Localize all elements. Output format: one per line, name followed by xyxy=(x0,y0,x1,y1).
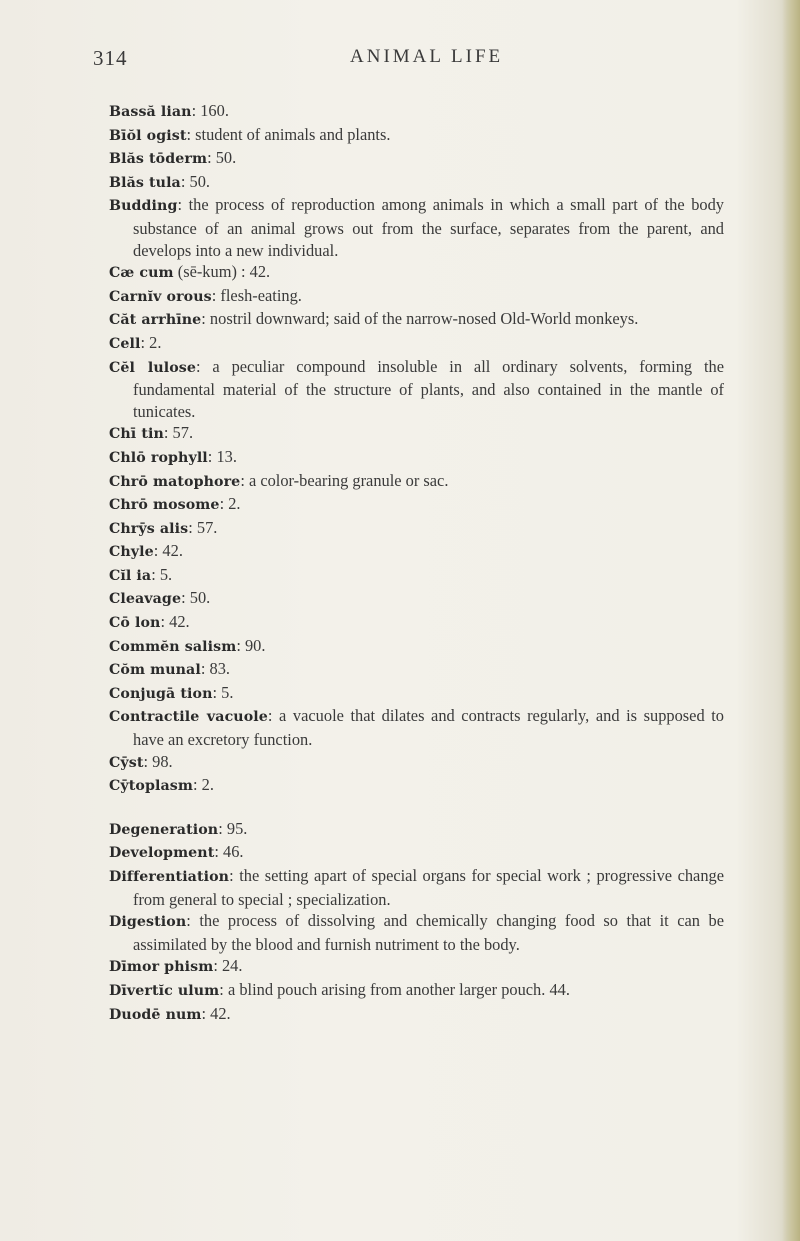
glossary-entry xyxy=(109,517,724,541)
entry-term: Differentiation xyxy=(109,869,230,885)
entry-term: Blăs tula xyxy=(109,174,181,191)
glossary-entry xyxy=(109,658,724,682)
glossary-entry xyxy=(109,587,724,611)
entry-definition: : 57. xyxy=(188,517,218,537)
glossary-entry xyxy=(109,955,724,979)
entry-definition: : 46. xyxy=(214,842,244,862)
entry-term: Dīmor phism xyxy=(109,959,214,976)
entry-term: Digestion xyxy=(109,914,187,931)
entry-term: Dīvertĭc ulum xyxy=(109,982,220,999)
entry-definition: : a vacuole that dilates and contracts regularly, and is supposed to have an excretory function. xyxy=(133,706,724,750)
glossary-entries xyxy=(109,100,724,1026)
entry-term: Blăs tōderm xyxy=(109,151,208,168)
entry-term: Cȳst xyxy=(109,754,144,771)
glossary-entry xyxy=(109,979,724,1003)
entry-term: Conjugā tion xyxy=(109,685,213,702)
entry-term: Budding xyxy=(109,198,178,215)
entry-term: Căt arrhīne xyxy=(109,312,202,329)
entry-term: Cȳtoplasm xyxy=(109,778,193,795)
entry-definition: : 42. xyxy=(201,1003,231,1023)
entry-definition: : 160. xyxy=(191,101,229,120)
glossary-entry xyxy=(109,332,724,356)
glossary-entry xyxy=(109,100,724,124)
glossary-entry xyxy=(109,818,724,842)
entry-definition: : 50. xyxy=(180,171,210,191)
glossary-entry xyxy=(109,308,724,332)
entry-term: Degeneration xyxy=(109,821,219,838)
glossary-entry xyxy=(109,564,724,588)
page-header xyxy=(0,46,800,76)
entry-definition: : 5. xyxy=(151,564,173,584)
entry-term: Cō lon xyxy=(109,615,161,632)
entry-term: Cell xyxy=(109,335,141,352)
entry-term: Bīŏl ogist xyxy=(109,127,187,144)
entry-term: Contractile vacuole xyxy=(109,709,268,726)
page-edge-shadow xyxy=(782,0,800,1241)
entry-term: Chrō mosome xyxy=(109,497,220,514)
entry-term: Chī tin xyxy=(109,426,164,443)
glossary-entry xyxy=(109,194,724,261)
glossary-entry xyxy=(109,751,724,775)
entry-term: Cĕl lulose xyxy=(109,359,196,376)
entry-definition: : nostril downward; said of the narrow-nosed Old-World monkeys. xyxy=(201,309,639,329)
entry-definition: : student of animals and plants. xyxy=(186,124,391,144)
glossary-entry xyxy=(109,774,724,798)
entry-definition: : 95. xyxy=(218,818,248,838)
glossary-entry xyxy=(109,705,724,750)
entry-definition: : the setting apart of special organs for special work ; progressive change from general to special ; specialization. xyxy=(133,866,724,909)
entry-term: Chrȳs alis xyxy=(109,520,189,537)
glossary-entry xyxy=(109,470,724,494)
entry-term: Duodē num xyxy=(109,1006,202,1023)
entry-definition: : a color-bearing granule or sac. xyxy=(240,470,449,490)
glossary-entry xyxy=(109,446,724,470)
entry-definition: : 42. xyxy=(153,541,183,561)
glossary-entry xyxy=(109,356,724,423)
entry-definition: : 98. xyxy=(143,751,173,771)
entry-term: Cĭl ia xyxy=(109,567,152,584)
entry-definition: : 2. xyxy=(219,494,241,514)
entry-definition: : the process of dissolving and chemically changing food so that it can be assimilated by the blood and furnish nutriment to the body. xyxy=(133,911,724,954)
entry-definition: : 2. xyxy=(140,332,162,352)
entry-definition: : a peculiar compound insoluble in all ordinary solvents, forming the fundamental material of the structure of plants, and also contained in the mantle of tunicates. xyxy=(133,356,724,421)
running-head: ANIMAL LIFE xyxy=(350,46,504,67)
entry-definition: : the process of reproduction among animals in which a small part of the body substance of an animal grows out from the surface, separates from the parent, and develops into a new individual. xyxy=(133,195,724,260)
entry-term: Cŏm munal xyxy=(109,662,201,679)
glossary-entry xyxy=(109,422,724,446)
entry-term: Chlō rophyll xyxy=(109,449,208,466)
glossary-entry xyxy=(109,611,724,635)
entry-definition: : 50. xyxy=(181,588,211,608)
entry-definition: : 50. xyxy=(207,148,237,168)
glossary-entry xyxy=(109,865,724,910)
entry-term: Commĕn salism xyxy=(109,638,237,655)
entry-term: Chyle xyxy=(109,544,154,561)
entry-definition: : 5. xyxy=(212,682,234,702)
glossary-entry xyxy=(109,124,724,148)
entry-definition: : a blind pouch arising from another larger pouch. 44. xyxy=(219,979,570,999)
entry-term: Cæ cum xyxy=(109,265,174,282)
glossary-entry xyxy=(109,682,724,706)
entry-definition: : 13. xyxy=(207,446,237,466)
entry-term: Bassă lian xyxy=(109,104,192,120)
glossary-entry xyxy=(109,635,724,659)
glossary-entry xyxy=(109,147,724,171)
glossary-entry xyxy=(109,285,724,309)
entry-definition: (sē-kum) : 42. xyxy=(173,262,271,282)
glossary-entry xyxy=(109,910,724,955)
entry-definition: : 42. xyxy=(160,612,190,632)
glossary-entry xyxy=(109,261,724,285)
glossary-entry xyxy=(109,540,724,564)
page-number: 314 xyxy=(93,46,128,70)
entry-definition: : 2. xyxy=(192,775,214,795)
entry-definition: : 57. xyxy=(163,423,194,443)
entry-definition: : 83. xyxy=(200,659,230,679)
entry-term: Cleavage xyxy=(109,591,182,608)
entry-definition: : 90. xyxy=(236,635,266,655)
glossary-entry xyxy=(109,171,724,195)
glossary-entry xyxy=(109,841,724,865)
entry-term: Development xyxy=(109,845,215,862)
entry-definition: : 24. xyxy=(213,956,243,976)
glossary-entry xyxy=(109,493,724,517)
entry-definition: : flesh-eating. xyxy=(211,285,302,305)
entry-term: Carnĭv orous xyxy=(109,288,212,305)
glossary-entry xyxy=(109,1003,724,1027)
entry-term: Chrō matophore xyxy=(109,473,241,490)
